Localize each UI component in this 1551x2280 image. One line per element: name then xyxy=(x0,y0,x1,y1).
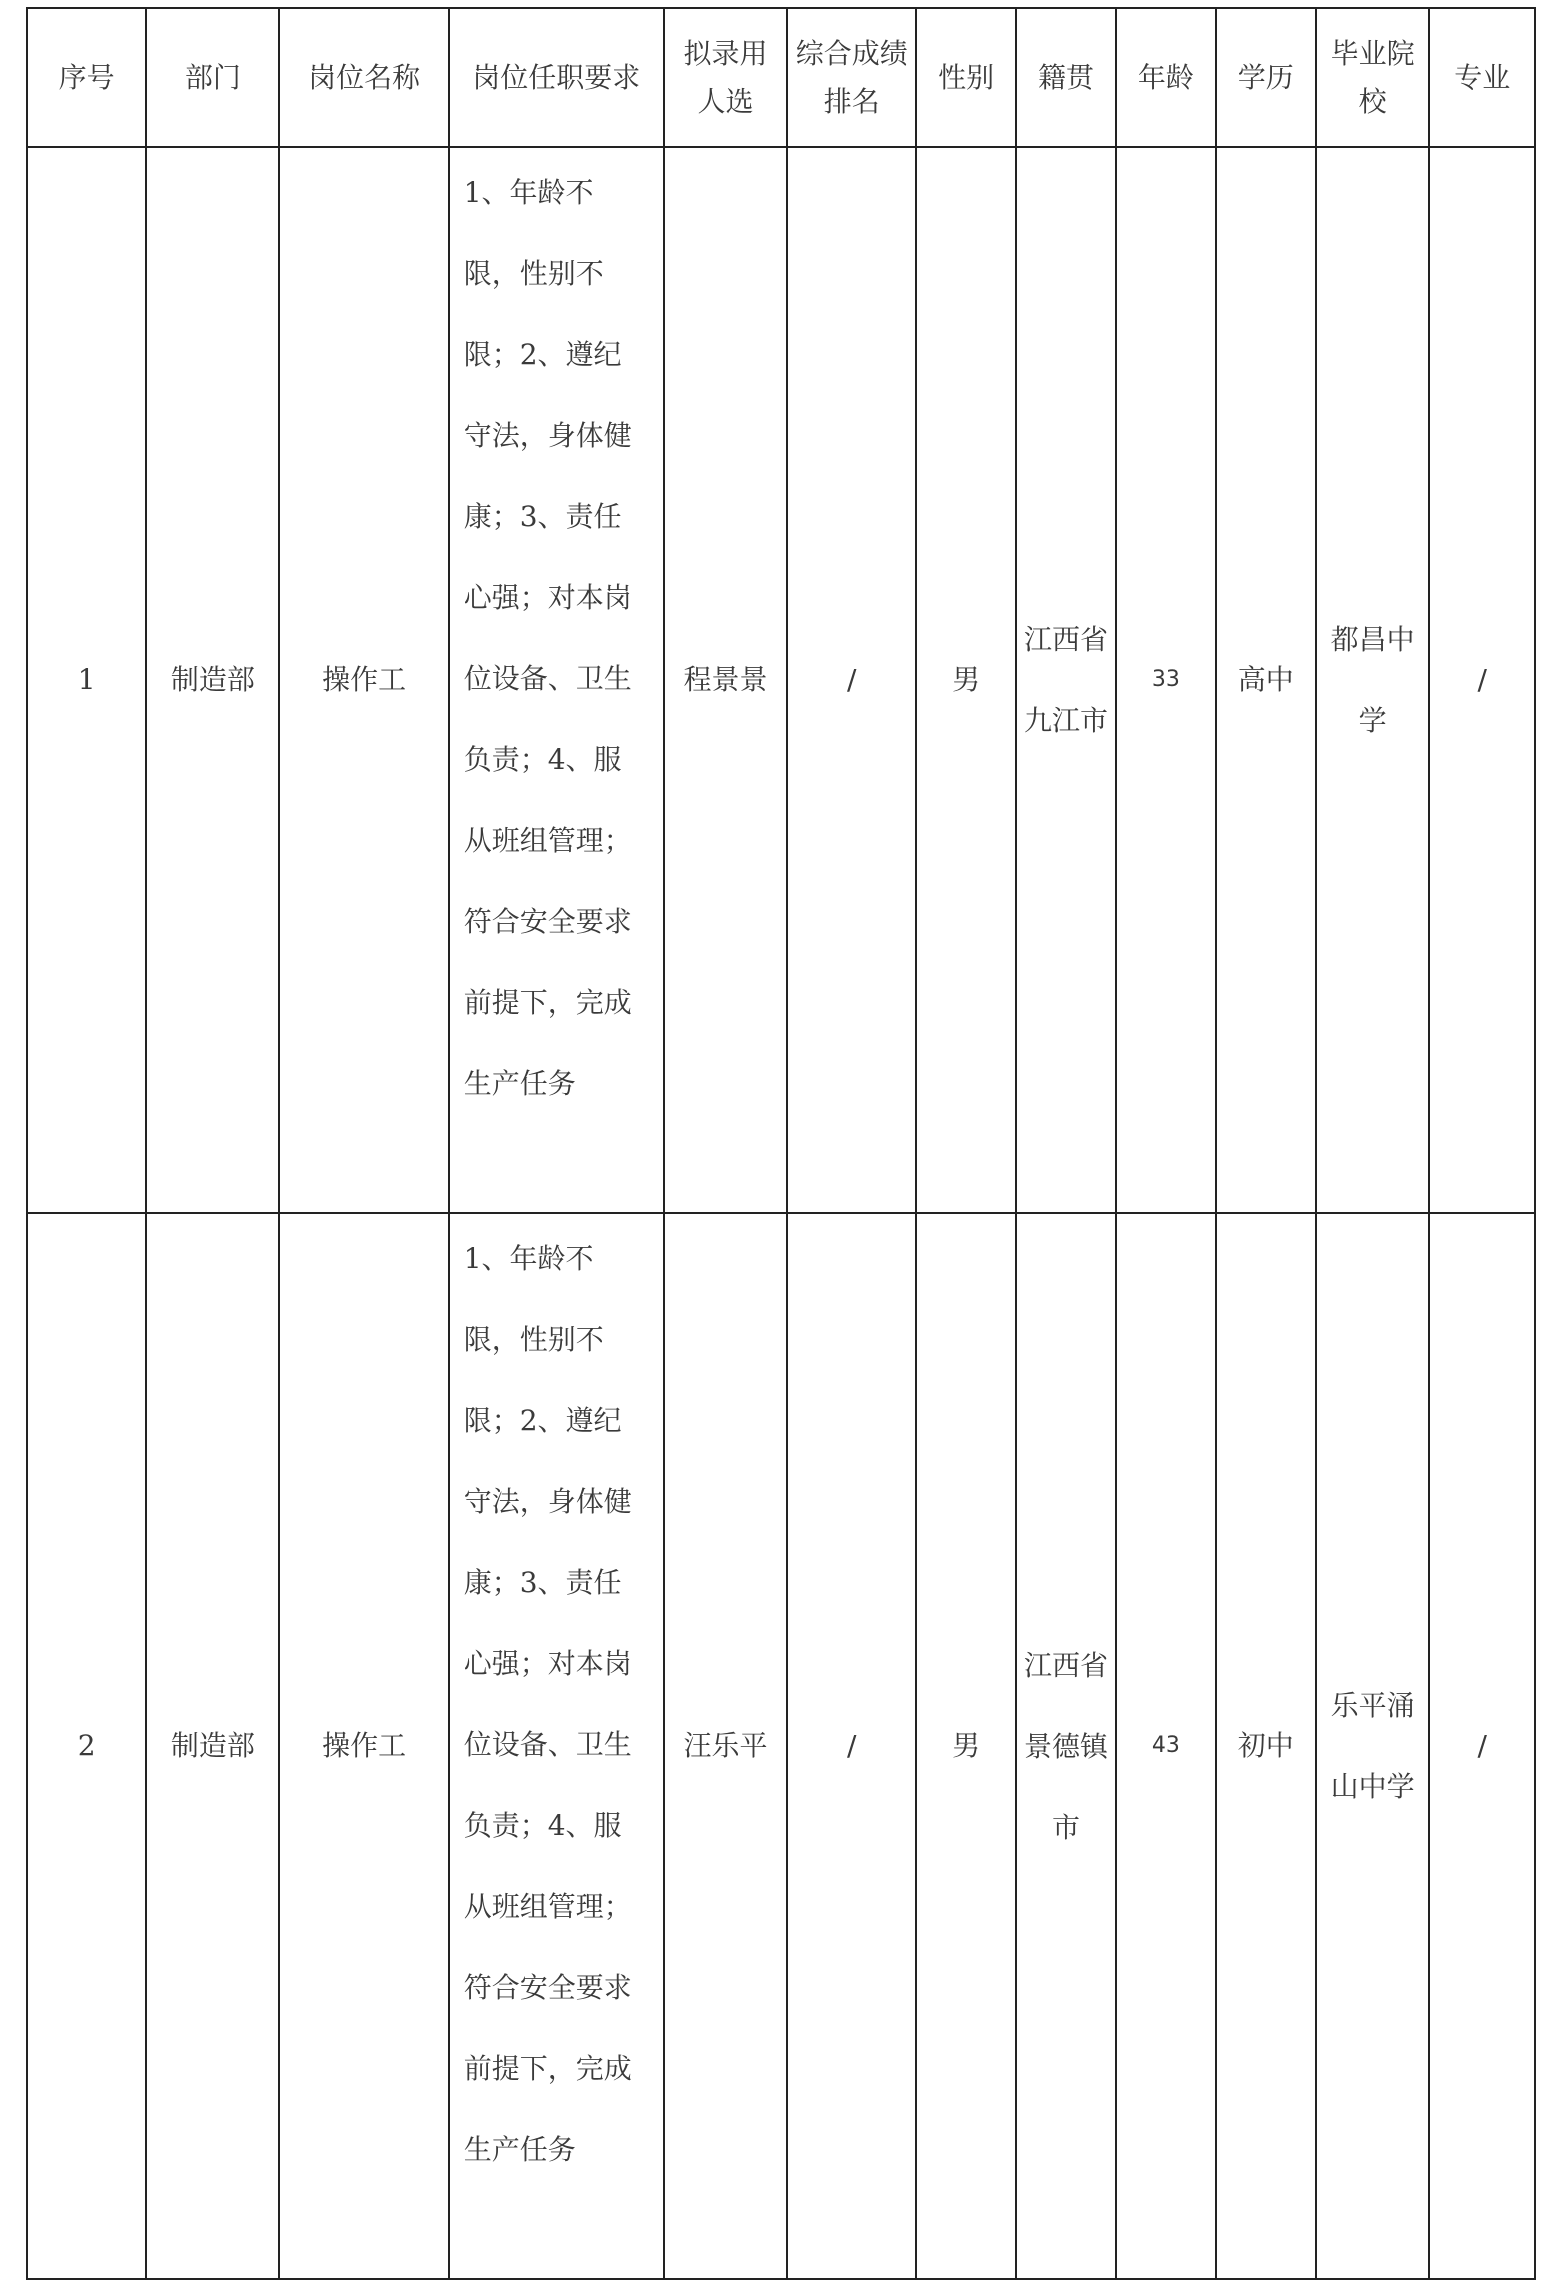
cell-candidate: 汪乐平 xyxy=(664,1213,787,2279)
cell-department: 制造部 xyxy=(146,1213,279,2279)
header-requirements: 岗位任职要求 xyxy=(449,8,664,147)
cell-school: 都昌中学 xyxy=(1316,147,1430,1213)
cell-position: 操作工 xyxy=(279,147,448,1213)
cell-gender: 男 xyxy=(916,1213,1016,2279)
table-row xyxy=(27,1213,1535,2279)
header-school: 毕业院校 xyxy=(1316,8,1430,147)
cell-no: 2 xyxy=(27,1213,146,2279)
header-education: 学历 xyxy=(1216,8,1316,147)
cell-no: 1 xyxy=(27,147,146,1213)
cell-rank: / xyxy=(787,147,916,1213)
cell-school: 乐平涌山中学 xyxy=(1316,1213,1430,2279)
cell-native-place: 江西省景德镇市 xyxy=(1016,1213,1116,2279)
recruitment-table xyxy=(26,7,1536,2280)
header-no: 序号 xyxy=(27,8,146,147)
cell-department: 制造部 xyxy=(146,147,279,1213)
cell-age: 33 xyxy=(1116,147,1216,1213)
header-candidate: 拟录用人选 xyxy=(664,8,787,147)
header-gender: 性别 xyxy=(916,8,1016,147)
cell-candidate: 程景景 xyxy=(664,147,787,1213)
header-rank: 综合成绩排名 xyxy=(787,8,916,147)
header-age: 年龄 xyxy=(1116,8,1216,147)
cell-native-place: 江西省九江市 xyxy=(1016,147,1116,1213)
cell-education: 高中 xyxy=(1216,147,1316,1213)
header-row xyxy=(27,8,1535,147)
cell-major: / xyxy=(1429,147,1535,1213)
header-native-place: 籍贯 xyxy=(1016,8,1116,147)
table-row xyxy=(27,147,1535,1213)
header-department: 部门 xyxy=(146,8,279,147)
cell-education: 初中 xyxy=(1216,1213,1316,2279)
cell-gender: 男 xyxy=(916,147,1016,1213)
cell-age: 43 xyxy=(1116,1213,1216,2279)
cell-major: / xyxy=(1429,1213,1535,2279)
cell-requirements: 1、年龄不限，性别不限；2、遵纪守法，身体健康；3、责任心强；对本岗位设备、卫生负责；4、服从班组管理；符合安全要求前提下，完成生产任务 xyxy=(449,147,664,1213)
header-position: 岗位名称 xyxy=(279,8,448,147)
cell-position: 操作工 xyxy=(279,1213,448,2279)
cell-requirements: 1、年龄不限，性别不限；2、遵纪守法，身体健康；3、责任心强；对本岗位设备、卫生负责；4、服从班组管理；符合安全要求前提下，完成生产任务 xyxy=(449,1213,664,2279)
cell-rank: / xyxy=(787,1213,916,2279)
header-major: 专业 xyxy=(1429,8,1535,147)
